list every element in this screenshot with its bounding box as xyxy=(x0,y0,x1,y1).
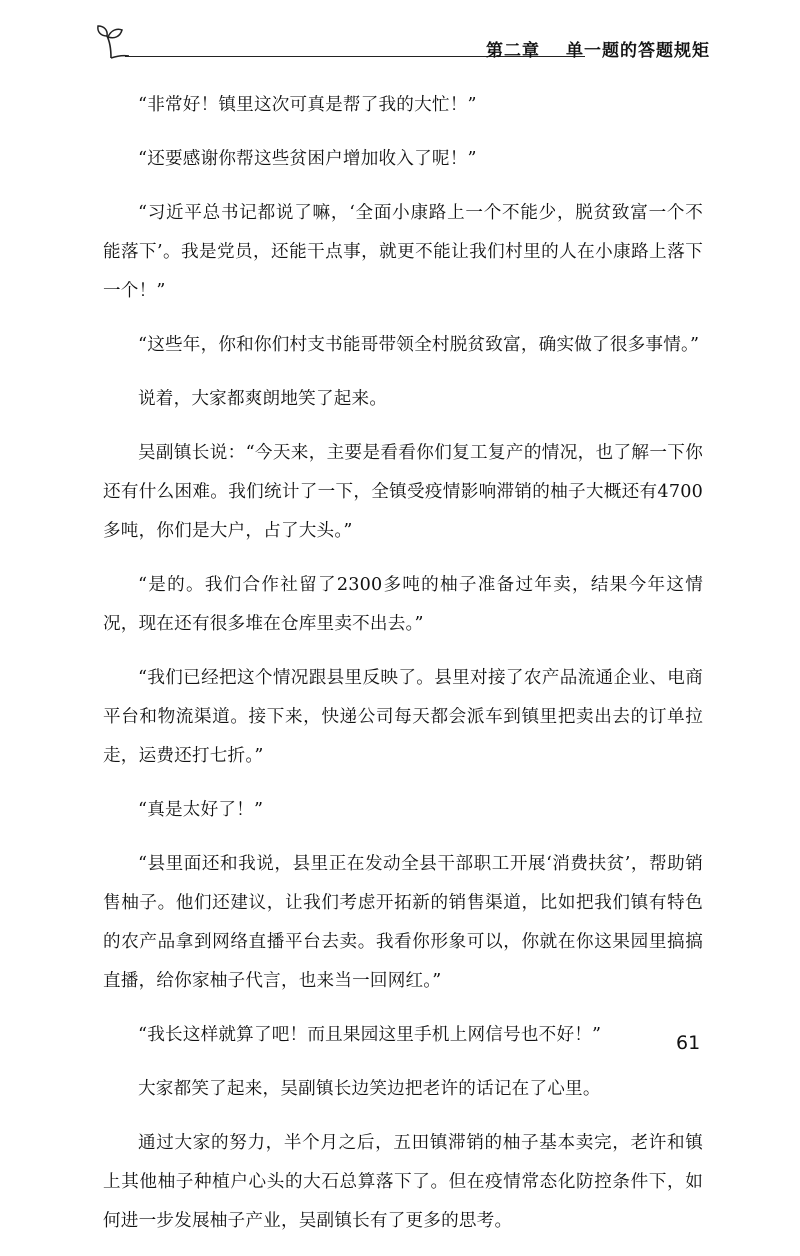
paragraph: 吴副镇长说：“今天来，主要是看看你们复工复产的情况，也了解一下你还有什么困难。我们统计了一下，全镇受疫情影响滞销的柚子大概还有4700多吨，你们是大户，占了大头。” xyxy=(103,443,703,541)
paragraph: “我们已经把这个情况跟县里反映了。县里对接了农产品流通企业、电商平台和物流渠道。接下来，快递公司每天都会派车到镇里把卖出去的订单拉走，运费还打七折。” xyxy=(103,668,703,766)
sprout-icon xyxy=(95,20,129,60)
paragraph: “真是太好了！” xyxy=(138,800,264,820)
paragraph: “是的。我们合作社留了2300多吨的柚子准备过年卖，结果今年这情况，现在还有很多堆在仓库里卖不出去。” xyxy=(103,575,703,634)
paragraph: 说着，大家都爽朗地笑了起来。 xyxy=(138,389,388,409)
chapter-heading xyxy=(486,36,710,61)
chapter-number: 第二章 xyxy=(486,41,540,61)
paragraph: “县里面还和我说，县里正在发动全县干部职工开展‘消费扶贫’，帮助销售柚子。他们还建议，让我们考虑开拓新的销售渠道，比如把我们镇有特色的农产品拿到网络直播平台去卖。我看你形象可以，你就在你这果园里搞搞直播，给你家柚子代言，也来当一回网红。” xyxy=(103,854,703,991)
paragraph: “这些年，你和你们村支书能哥带领全村脱贫致富，确实做了很多事情。” xyxy=(138,335,700,355)
section-title: 单一题的答题规矩 xyxy=(566,41,710,61)
paragraph: 通过大家的努力，半个月之后，五田镇滞销的柚子基本卖完，老许和镇上其他柚子种植户心头的大石总算落下了。但在疫情常态化防控条件下，如何进一步发展柚子产业，吴副镇长有了更多的思考。 xyxy=(103,1133,703,1231)
page-number: 61 xyxy=(676,1032,701,1054)
paragraph: “习近平总书记都说了嘛，‘全面小康路上一个不能少，脱贫致富一个不能落下’。我是党员，还能干点事，就更不能让我们村里的人在小康路上落下一个！” xyxy=(103,203,703,301)
body-text xyxy=(103,86,703,1256)
paragraph: “还要感谢你帮这些贫困户增加收入了呢！” xyxy=(138,149,477,169)
paragraph: “非常好！镇里这次可真是帮了我的大忙！” xyxy=(138,95,477,115)
paragraph: “我长这样就算了吧！而且果园这里手机上网信号也不好！” xyxy=(138,1025,602,1045)
running-header xyxy=(95,20,710,60)
paragraph: 大家都笑了起来，吴副镇长边笑边把老许的话记在了心里。 xyxy=(138,1079,601,1099)
